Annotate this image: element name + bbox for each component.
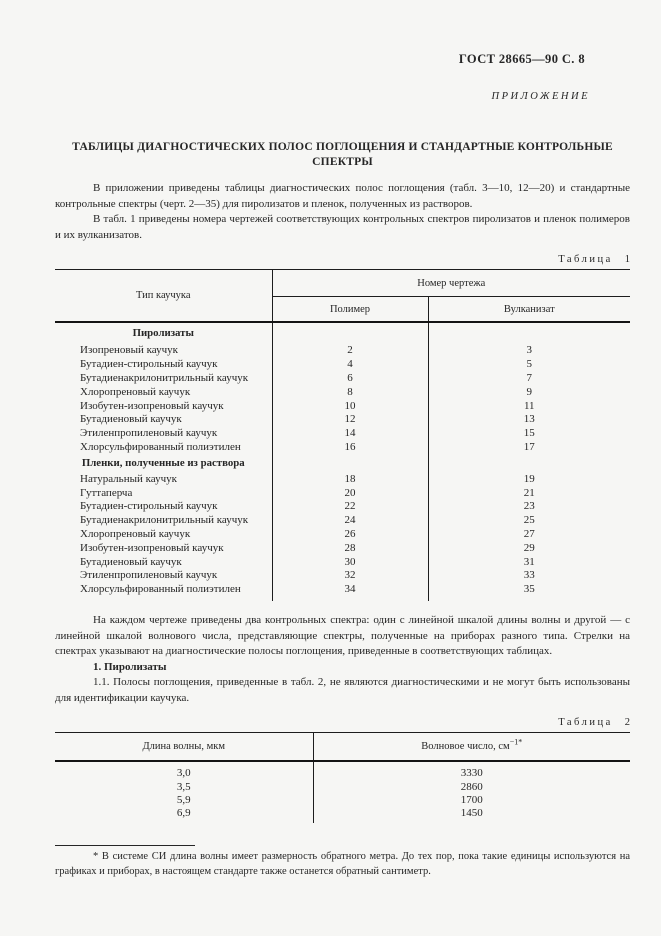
table1-col-polymer: Полимер (272, 297, 428, 323)
table2-caption (55, 717, 630, 728)
section-heading-pyrolyzates: 1. Пиролизаты (93, 660, 167, 673)
table-row: 3,0 3330 (55, 761, 630, 780)
table1-col-group: Номер чертежа (272, 270, 630, 297)
table-row: Хлорсульфированный полиэтилен 16 17 (55, 441, 630, 455)
table1-caption-number: 1 (624, 254, 630, 266)
footnote-text: * В системе СИ длина волны имеет размерность обратного метра. До тех пор, пока такие единицы используются на графиках и приборах, в настоящем стандарте также останется обратный сантиметр. (55, 851, 630, 877)
table1-caption (55, 254, 630, 265)
table-row: Бутадиеновый каучук 12 13 (55, 413, 630, 427)
table2-header (55, 733, 630, 762)
section-title: Пленки, полученные из раствора (81, 456, 245, 469)
table-row: Бутадиен-стирольный каучук 22 23 (55, 500, 630, 514)
table2-caption-word: Таблица (558, 717, 613, 729)
table-row: Изобутен-изопреновый каучук 10 11 (55, 400, 630, 414)
table-row: Изобутен-изопреновый каучук 28 29 (55, 542, 630, 556)
standard-number-header: ГОСТ 28665—90 С. 8 (458, 52, 585, 66)
table-row: 3,5 2860 (55, 781, 630, 794)
paragraph-1-1: 1.1. Полосы поглощения, приведенные в табл. 2, не являются диагностическими и не могут быть использованы для идентификации каучука. (55, 676, 630, 704)
paragraph-spectra-note: На каждом чертеже приведены два контрольных спектра: один с линейной шкалой длины волны и другой — с линейной шкалой волнового числа, представляющие спектры, полученные на приборах разного типа. Стрелки на спектрах указывают на диагностические полосы поглощения, приведенные в соответствующих таблицах. (55, 613, 630, 658)
table-cell-empty (428, 455, 630, 473)
table-cell-empty (272, 322, 428, 344)
table-section-row (55, 455, 630, 473)
table-row: Бутадиен-стирольный каучук 4 5 (55, 358, 630, 372)
page-title: ТАБЛИЦЫ ДИАГНОСТИЧЕСКИХ ПОЛОС ПОГЛОЩЕНИЯ И СТАНДАРТНЫЕ КОНТРОЛЬНЫЕ СПЕКТРЫ (72, 141, 613, 168)
table-row: Хлорсульфированный полиэтилен 34 35 (55, 583, 630, 601)
table-row: Бутадиеновый каучук 30 31 (55, 556, 630, 570)
table2-col-wavelength: Длина волны, мкм (142, 741, 225, 753)
table-row: Хлоропреновый каучук 8 9 (55, 386, 630, 400)
table-cell-empty (428, 322, 630, 344)
table-row: Натуральный каучук 18 19 (55, 473, 630, 487)
table-row: 5,9 1700 (55, 794, 630, 807)
table-row: Этиленпропиленовый каучук 32 33 (55, 569, 630, 583)
page-content (55, 0, 630, 879)
table-cell-empty (272, 455, 428, 473)
paragraph-intro-1: В приложении приведены таблицы диагностических полос поглощения (табл. 3—10, 12—20) и стандартные контрольные спектры (черт. 2—35) для пиролизатов и пленок, полученных из растворов. (55, 182, 630, 210)
table1-col-type: Тип каучука (136, 290, 191, 302)
table-row: Бутадиенакрилонитрильный каучук 6 7 (55, 372, 630, 386)
table2-caption-number: 2 (624, 717, 630, 729)
table-row: 6,9 1450 (55, 807, 630, 823)
footnote-divider (55, 845, 195, 846)
table1-header (55, 270, 630, 323)
table1-col-vulcanizate: Вулканизат (428, 297, 630, 323)
table-row: Этиленпропиленовый каучук 14 15 (55, 427, 630, 441)
annex-label: ПРИЛОЖЕНИЕ (491, 91, 590, 102)
table-section-row (55, 322, 630, 344)
table-row: Изопреновый каучук 2 3 (55, 344, 630, 358)
paragraph-intro-2: В табл. 1 приведены номера чертежей соответствующих контрольных спектров пиролизатов и пленок полимеров и их вулканизатов. (55, 213, 630, 241)
section-title: Пиролизаты (132, 327, 194, 340)
table2 (55, 732, 630, 823)
wavenumber-superscript: −1* (509, 737, 523, 747)
table1 (55, 269, 630, 601)
table-row: Гуттаперча 20 21 (55, 487, 630, 501)
table-row: Хлоропреновый каучук 26 27 (55, 528, 630, 542)
table-row: Бутадиенакрилонитрильный каучук 24 25 (55, 514, 630, 528)
table2-col-wavenumber: Волновое число, $см^{-1*}$ (313, 733, 630, 762)
table1-caption-word: Таблица (558, 254, 613, 266)
